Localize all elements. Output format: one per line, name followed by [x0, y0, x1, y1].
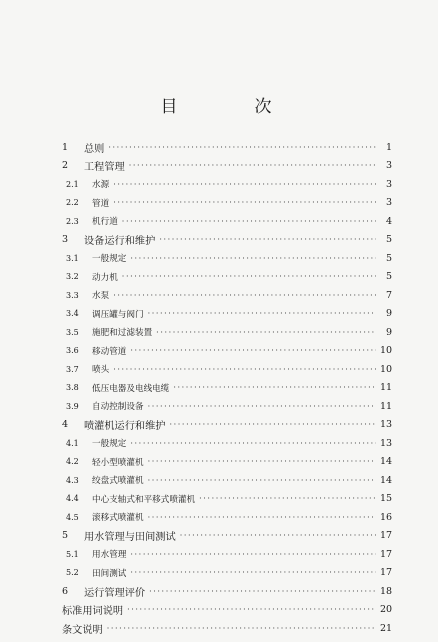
toc-entry-number: 4.4: [66, 494, 79, 504]
toc-entry-page-number: 11: [380, 382, 393, 394]
toc-dot-leader: [170, 420, 377, 429]
table-of-contents: [62, 138, 392, 638]
toc-entry-label: 中心支轴式和平移式喷灌机: [92, 494, 196, 505]
toc-dot-leader: [149, 587, 376, 596]
toc-entry-number: 4.1: [66, 438, 79, 448]
toc-entry-label: 滚移式喷灌机: [92, 513, 144, 524]
toc-entry-label: 标准用词说明: [62, 606, 124, 618]
toc-entry-page-number: 17: [380, 548, 393, 560]
toc-entry-label: 动力机: [92, 272, 118, 283]
toc-entry: [62, 545, 392, 564]
toc-dot-leader: [127, 605, 376, 614]
toc-entry-number: 2.2: [66, 198, 79, 208]
toc-entry-label: 喷灌机运行和维护: [84, 421, 166, 433]
page-title: 目 次: [160, 97, 302, 117]
toc-entry-page-number: 3: [385, 197, 392, 209]
toc-dot-leader: [130, 254, 376, 263]
toc-entry: [62, 323, 392, 342]
toc-entry: [62, 305, 392, 324]
toc-entry-number: 4.2: [66, 457, 79, 467]
toc-entry: [62, 286, 392, 305]
toc-dot-leader: [130, 346, 376, 355]
toc-entry-page-number: 3: [385, 178, 392, 190]
toc-entry-page-number: 18: [380, 585, 393, 597]
toc-entry-page-number: 15: [380, 493, 393, 505]
toc-entry: [62, 582, 392, 601]
toc-entry-page-number: 5: [385, 271, 392, 283]
toc-entry-page-number: 3: [385, 160, 392, 172]
toc-entry-number: 3.9: [66, 401, 79, 411]
toc-entry-label: 条文说明: [62, 624, 103, 636]
toc-entry-page-number: 5: [385, 252, 392, 264]
toc-entry-label: 工程管理: [84, 162, 125, 174]
toc-dot-leader: [113, 198, 376, 207]
toc-entry-page-number: 9: [385, 326, 392, 338]
toc-entry-page-number: 16: [380, 511, 393, 523]
toc-dot-leader: [108, 143, 376, 152]
toc-dot-leader: [148, 513, 376, 522]
toc-dot-leader: [130, 439, 376, 448]
toc-entry-page-number: 4: [385, 215, 392, 227]
toc-entry-number: 4: [62, 419, 69, 431]
toc-dot-leader: [130, 550, 376, 559]
toc-entry: [62, 471, 392, 490]
toc-entry-label: 设备运行和维护: [84, 236, 156, 248]
toc-entry-page-number: 21: [380, 622, 393, 634]
toc-dot-leader: [156, 328, 376, 337]
toc-entry-label: 管道: [92, 198, 110, 209]
toc-entry-label: 田间测试: [92, 568, 127, 579]
toc-entry-label: 机行道: [92, 217, 118, 228]
toc-entry-label: 低压电器及电线电缆: [92, 383, 170, 394]
toc-entry-number: 3.8: [66, 383, 79, 393]
toc-entry: [62, 490, 392, 509]
toc-entry-number: 5.1: [66, 549, 79, 559]
toc-entry: [62, 194, 392, 213]
toc-entry-page-number: 14: [380, 456, 393, 468]
toc-dot-leader: [148, 457, 376, 466]
toc-entry-page-number: 13: [380, 419, 393, 431]
toc-entry-number: 3: [62, 234, 69, 246]
toc-entry-page-number: 10: [380, 363, 393, 375]
toc-entry-page-number: 10: [380, 345, 393, 357]
toc-entry: [62, 601, 392, 620]
toc-entry-label: 水泵: [92, 291, 110, 302]
toc-entry: [62, 416, 392, 435]
toc-entry: [62, 360, 392, 379]
toc-entry: [62, 434, 392, 453]
toc-dot-leader: [113, 180, 376, 189]
toc-entry: [62, 175, 392, 194]
toc-entry-label: 调压罐与阀门: [92, 309, 144, 320]
toc-entry-page-number: 7: [385, 289, 392, 301]
toc-entry-number: 2.3: [66, 216, 79, 226]
toc-entry-label: 绞盘式喷灌机: [92, 476, 144, 487]
toc-dot-leader: [107, 624, 376, 633]
toc-entry-number: 3.5: [66, 327, 79, 337]
toc-entry-number: 1: [62, 141, 69, 153]
toc-dot-leader: [122, 272, 376, 281]
toc-entry-number: 3.6: [66, 346, 79, 356]
toc-entry-number: 5: [62, 530, 69, 542]
toc-entry-label: 自动控制设备: [92, 402, 144, 413]
toc-entry-number: 3.2: [66, 272, 79, 282]
toc-entry-label: 总则: [84, 143, 105, 155]
toc-entry-page-number: 14: [380, 474, 393, 486]
toc-entry-page-number: 17: [380, 530, 393, 542]
toc-entry: [62, 342, 392, 361]
toc-entry: [62, 212, 392, 231]
toc-entry-number: 3.3: [66, 290, 79, 300]
toc-entry-number: 3.7: [66, 364, 79, 374]
toc-entry-label: 轻小型喷灌机: [92, 457, 144, 468]
toc-dot-leader: [129, 161, 376, 170]
toc-entry: [62, 397, 392, 416]
toc-entry-label: 水源: [92, 180, 110, 191]
toc-entry-label: 用水管理与田间测试: [84, 532, 176, 544]
toc-entry-number: 5.2: [66, 568, 79, 578]
toc-entry-number: 3.1: [66, 253, 79, 263]
toc-entry: [62, 231, 392, 250]
toc-entry-page-number: 9: [385, 308, 392, 320]
toc-entry-label: 用水管理: [92, 550, 127, 561]
toc-entry-label: 喷头: [92, 365, 110, 376]
toc-entry: [62, 508, 392, 527]
toc-entry-page-number: 5: [385, 234, 392, 246]
toc-entry-number: 4.3: [66, 475, 79, 485]
toc-entry: [62, 564, 392, 583]
toc-entry-page-number: 20: [380, 604, 393, 616]
toc-entry-page-number: 11: [380, 400, 393, 412]
toc-dot-leader: [180, 531, 376, 540]
toc-entry: [62, 268, 392, 287]
toc-dot-leader: [130, 568, 376, 577]
toc-entry: [62, 527, 392, 546]
toc-entry-label: 一般规定: [92, 439, 127, 450]
toc-entry-label: 施肥和过滤装置: [92, 328, 153, 339]
toc-dot-leader: [148, 309, 376, 318]
toc-dot-leader: [148, 476, 376, 485]
toc-entry: [62, 379, 392, 398]
toc-entry-label: 移动管道: [92, 346, 127, 357]
toc-entry-number: 3.4: [66, 309, 79, 319]
toc-dot-leader: [199, 494, 376, 503]
toc-entry-number: 2.1: [66, 179, 79, 189]
toc-dot-leader: [113, 291, 376, 300]
toc-entry-label: 运行管理评价: [84, 587, 146, 599]
toc-dot-leader: [159, 235, 376, 244]
toc-entry-page-number: 17: [380, 567, 393, 579]
toc-entry-number: 4.5: [66, 512, 79, 522]
toc-entry: [62, 138, 392, 157]
toc-dot-leader: [148, 402, 376, 411]
toc-entry-page-number: 1: [385, 141, 392, 153]
toc-entry-number: 2: [62, 160, 69, 172]
toc-dot-leader: [122, 217, 376, 226]
toc-entry-number: 6: [62, 585, 69, 597]
toc-entry: [62, 249, 392, 268]
toc-entry-page-number: 13: [380, 437, 393, 449]
toc-entry-label: 一般规定: [92, 254, 127, 265]
toc-entry: [62, 453, 392, 472]
toc-dot-leader: [113, 365, 376, 374]
toc-entry: [62, 157, 392, 176]
toc-entry: [62, 619, 392, 638]
toc-dot-leader: [173, 383, 376, 392]
